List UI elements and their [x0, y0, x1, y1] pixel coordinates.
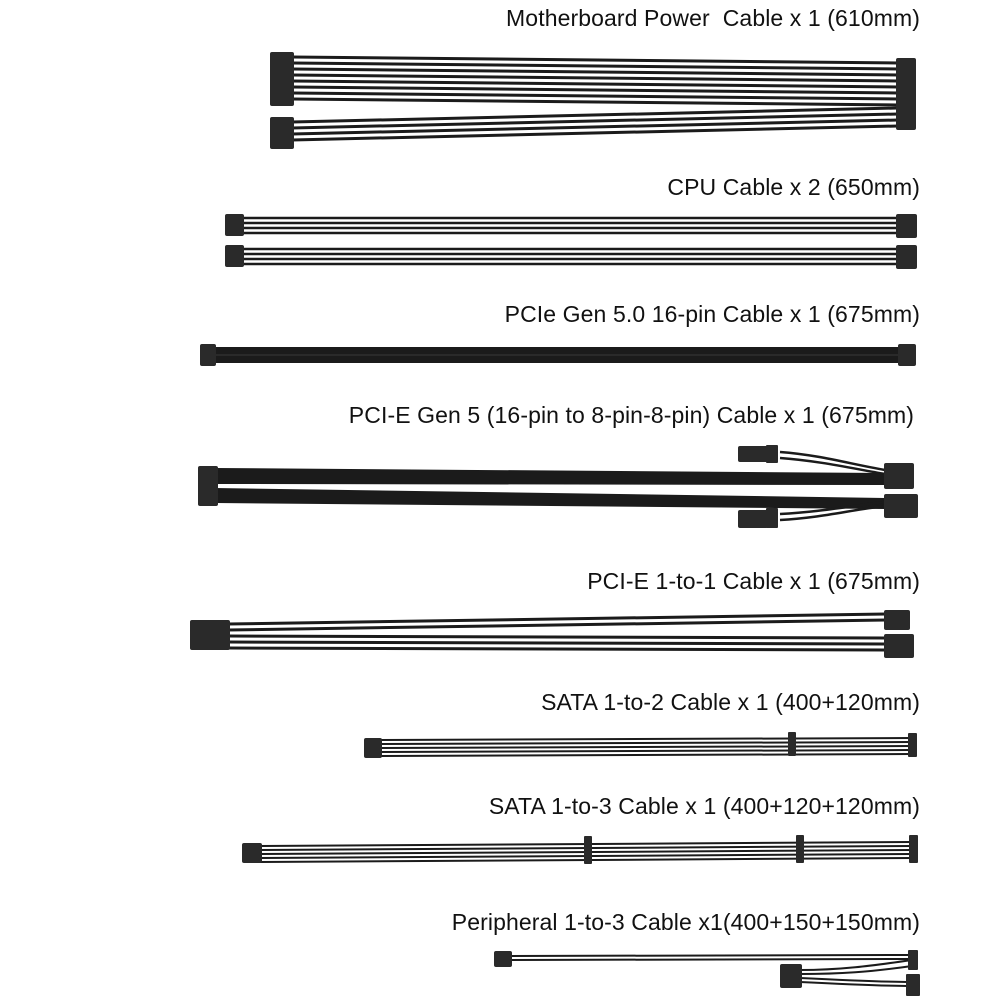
- molex-connector: [908, 950, 918, 970]
- pcie-2pin-connector: [766, 508, 778, 528]
- pcie-6pin-connector: [884, 610, 910, 630]
- cpu-cable-image: [225, 214, 917, 269]
- cpu-connector: [896, 245, 917, 269]
- peripheral-1to3-cable-label: Peripheral 1-to-3 Cable x1(400+150+150mm): [451, 909, 920, 935]
- sata-connector: [908, 733, 917, 757]
- cpu-connector: [225, 245, 244, 267]
- sata-1to3-cable-label: SATA 1-to-3 Cable x 1 (400+120+120mm): [488, 793, 920, 819]
- cpu-connector: [225, 214, 244, 236]
- cpu-cable-label: CPU Cable x 2 (650mm): [667, 174, 920, 200]
- sata-connector: [584, 836, 592, 864]
- motherboard-connector-4pin: [270, 117, 294, 149]
- pcie-gen5-split-cable-image: [198, 445, 918, 528]
- pcie-1to1-cable-label: PCI-E 1-to-1 Cable x 1 (675mm): [587, 568, 920, 594]
- peripheral-1to3-cable-image: [494, 950, 920, 996]
- pcie-gen5-connector: [898, 344, 916, 366]
- motherboard-connector-20pin: [270, 52, 294, 106]
- sata-1to2-cable-label: SATA 1-to-2 Cable x 1 (400+120mm): [541, 689, 920, 715]
- pcie-8pin-connector: [190, 620, 230, 650]
- motherboard-cable-label: Motherboard Power Cable x 1 (610mm): [506, 5, 920, 31]
- pcie-8pin-connector: [884, 463, 914, 489]
- sata-connector: [788, 732, 796, 756]
- pcie-1to1-cable-image: [190, 610, 914, 658]
- cpu-connector: [896, 214, 917, 238]
- motherboard-connector-24pin: [896, 58, 916, 130]
- pcie-2pin-connector: [766, 445, 778, 463]
- pcie-8pin-connector: [884, 634, 914, 658]
- sata-connector: [909, 835, 918, 863]
- sata-connector: [796, 835, 804, 863]
- sata-1to2-cable-image: [364, 732, 917, 758]
- motherboard-cable-image: [270, 52, 916, 149]
- molex-connector: [906, 974, 920, 996]
- sata-psu-connector: [364, 738, 382, 758]
- pcie-6pin-connector: [738, 510, 768, 528]
- pcie-gen5-split-cable-label: PCI-E Gen 5 (16-pin to 8-pin-8-pin) Cable x 1 (675mm): [348, 402, 914, 428]
- peripheral-psu-connector: [494, 951, 512, 967]
- pcie-gen5-cable-image: [200, 344, 916, 366]
- sata-1to3-cable-image: [242, 835, 918, 864]
- pcie-6pin-connector: [738, 446, 768, 462]
- pcie-16pin-connector: [198, 466, 218, 506]
- molex-connector: [780, 964, 802, 988]
- sata-psu-connector: [242, 843, 262, 863]
- pcie-gen5-cable-label: PCIe Gen 5.0 16-pin Cable x 1 (675mm): [504, 301, 920, 327]
- pcie-8pin-connector: [884, 494, 918, 518]
- pcie-gen5-connector: [200, 344, 216, 366]
